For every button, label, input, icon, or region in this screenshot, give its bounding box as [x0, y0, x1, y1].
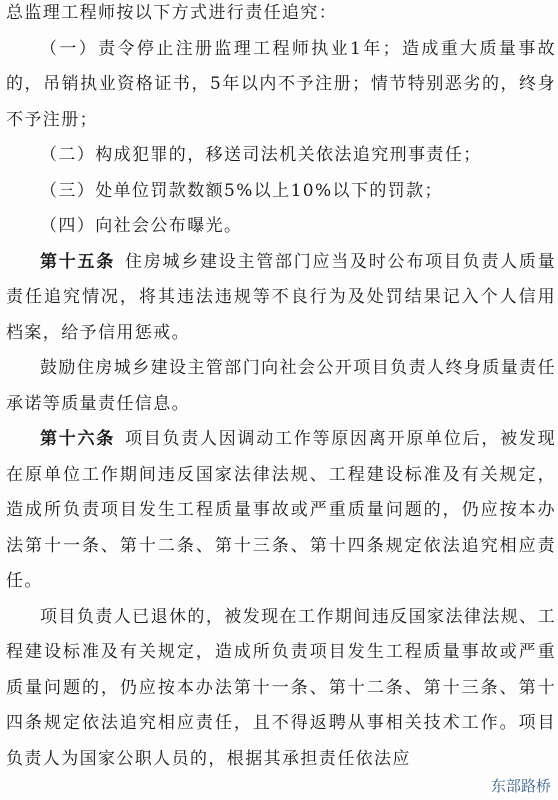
document-body: [6, 0, 556, 777]
article-15-paragraph-2: 鼓励住房城乡建设主管部门向社会公开项目负责人终身质量责任承诺等质量责任信息。: [6, 358, 556, 414]
penalty-item-1: （一）责令停止注册监理工程师执业1年；造成重大质量事故的，吊销执业资格证书，5年以内不予注册；情节特别恶劣的，终身不予注册；: [6, 38, 556, 130]
article-16-paragraph-2: 项目负责人已退休的，被发现在工作期间违反国家法律法规、工程建设标准及有关规定，造成所负责项目发生工程质量事故或严重质量问题的，仍应按本办法第十一条、第十二条、第十三条、第十四条规定依法追究相应责任，且不得返聘从事相关技术工作。项目负责人为国家公职人员的，根据其承担责任依法应: [6, 606, 556, 769]
article-16-text: 项目负责人因调动工作等原因离开原单位后，被发现在原单位工作期间违反国家法律法规、工程建设标准及有关规定，造成所负责项目发生工程质量事故或严重质量问题的，仍应按本办法第十一条、第十二条、第十三条、第十四条规定依法追究相应责任。: [6, 429, 556, 591]
article-15-number: 第十五条: [40, 251, 116, 272]
article-16: [6, 422, 556, 600]
penalty-item-2: （二）构成犯罪的，移送司法机关依法追究刑事责任；: [40, 145, 482, 165]
watermark-label: 东部路桥: [488, 776, 554, 796]
penalty-item-4: （四）向社会公布曝光。: [40, 216, 243, 236]
article-15: [6, 245, 556, 352]
penalty-item-3: （三）处单位罚款数额5%以上10%以下的罚款；: [40, 180, 443, 201]
article-16-number: 第十六条: [40, 429, 116, 449]
intro-line: 总监理工程师按以下方式进行责任追究：: [6, 3, 338, 23]
article-15-text: 住房城乡建设主管部门应当及时公布项目负责人质量责任追究情况，将其违法违规等不良行为及处罚结果记入个人信用档案，给予信用惩戒。: [6, 251, 556, 343]
